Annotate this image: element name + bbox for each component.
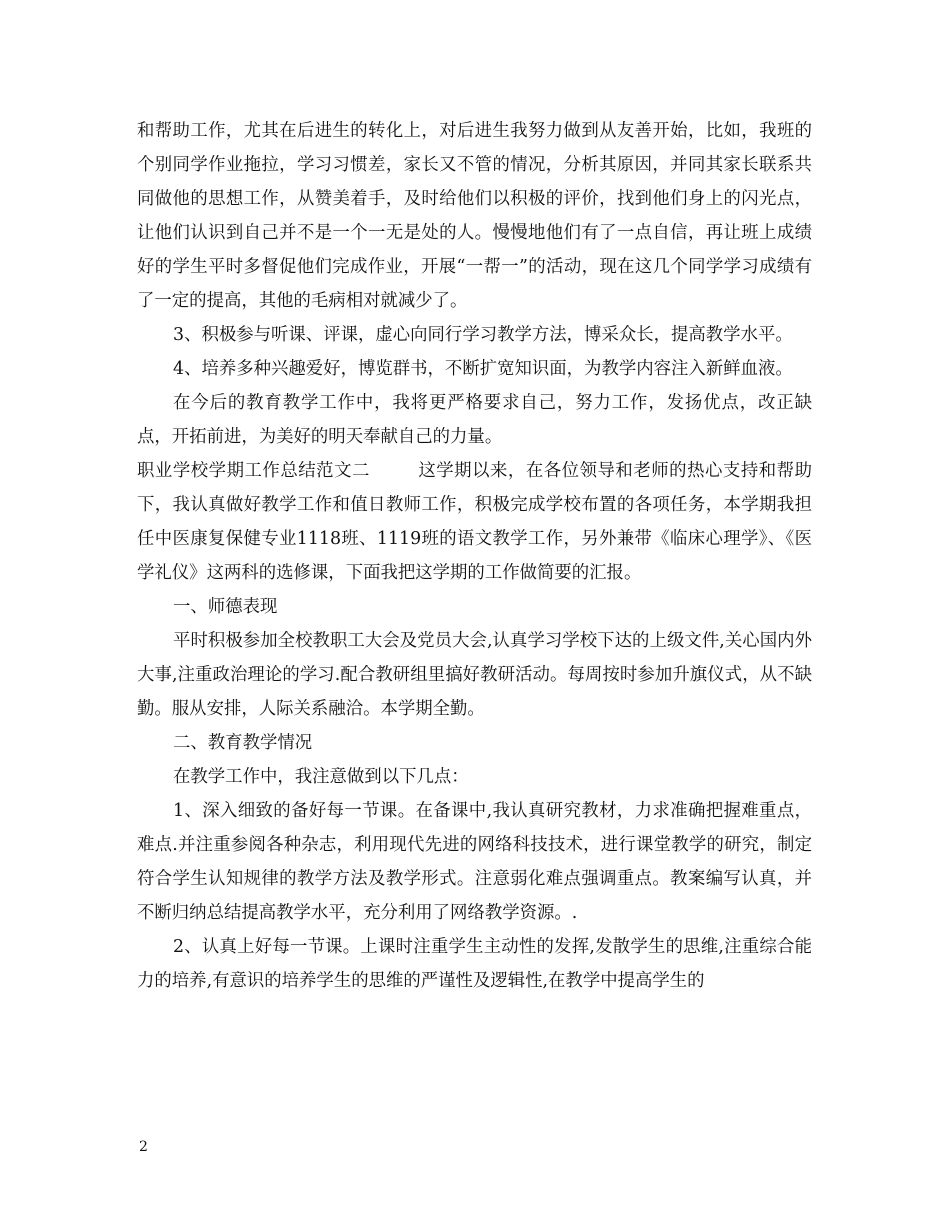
paragraph-teaching-intro: 在教学工作中，我注意做到以下几点：	[173, 767, 469, 787]
paragraph-teach-class: 2、认真上好每一节课。上课时注重学生主动性的发挥,发散学生的思维,注重综合能力的培养,有意识的培养学生的思维的严谨性及逻辑性,在教学中提高学生的	[137, 937, 812, 991]
section-heading-teaching: 二、教育教学情况	[173, 733, 313, 753]
paragraph-lesson-prep: 1、深入细致的备好每一节课。在备课中,我认真研究教材，力求准确把握难重点，难点.并注重参阅各种杂志，利用现代先进的网络科技技术，进行课堂教学的研究，制定符合学生认知规律的教学方法及教学形式。注意弱化难点强调重点。教案编写认真，并不断归纳总结提高教学水平，充分利用了网络教学资源。.	[137, 801, 812, 923]
document-body	[137, 114, 812, 998]
paragraph-point-3: 3、积极参与听课、评课，虚心向同行学习教学方法，博采众长，提高教学水平。	[173, 325, 793, 345]
page-number: 2	[139, 1139, 148, 1155]
paragraph-summary-two-intro: 职业学校学期工作总结范文二 这学期以来，在各位领导和老师的热心支持和帮助下，我认真做好教学工作和值日教师工作，积极完成学校布置的各项任务，本学期我担任中医康复保健专业1118班、1119班的语文教学工作，另外兼带《临床心理学》、《医学礼仪》这两科的选修课，下面我把这学期的工作做简要的汇报。	[137, 461, 812, 583]
paragraph-student-help: 和帮助工作，尤其在后进生的转化上，对后进生我努力做到从友善开始，比如，我班的个别同学作业拖拉，学习习惯差，家长又不管的情况，分析其原因，并同其家长联系共同做他的思想工作，从赞美着手，及时给他们以积极的评价，找到他们身上的闪光点，让他们认识到自己并不是一个一无是处的人。慢慢地他们有了一点自信，再让班上成绩好的学生平时多督促他们完成作业，开展“一帮一”的活动，现在这几个同学学习成绩有了一定的提高，其他的毛病相对就减少了。	[137, 121, 812, 311]
paragraph-future-work: 在今后的教育教学工作中，我将更严格要求自己，努力工作，发扬优点，改正缺点，开拓前进，为美好的明天奉献自己的力量。	[137, 393, 812, 447]
paragraph-ethics: 平时积极参加全校教职工大会及党员大会,认真学习学校下达的上级文件,关心国内外大事,注重政治理论的学习.配合教研组里搞好教研活动。每周按时参加升旗仪式，从不缺勤。服从安排，人际关系融洽。本学期全勤。	[137, 631, 812, 719]
paragraph-point-4: 4、培养多种兴趣爱好，博览群书，不断扩宽知识面，为教学内容注入新鲜血液。	[173, 359, 793, 379]
section-heading-ethics: 一、师德表现	[173, 597, 278, 617]
